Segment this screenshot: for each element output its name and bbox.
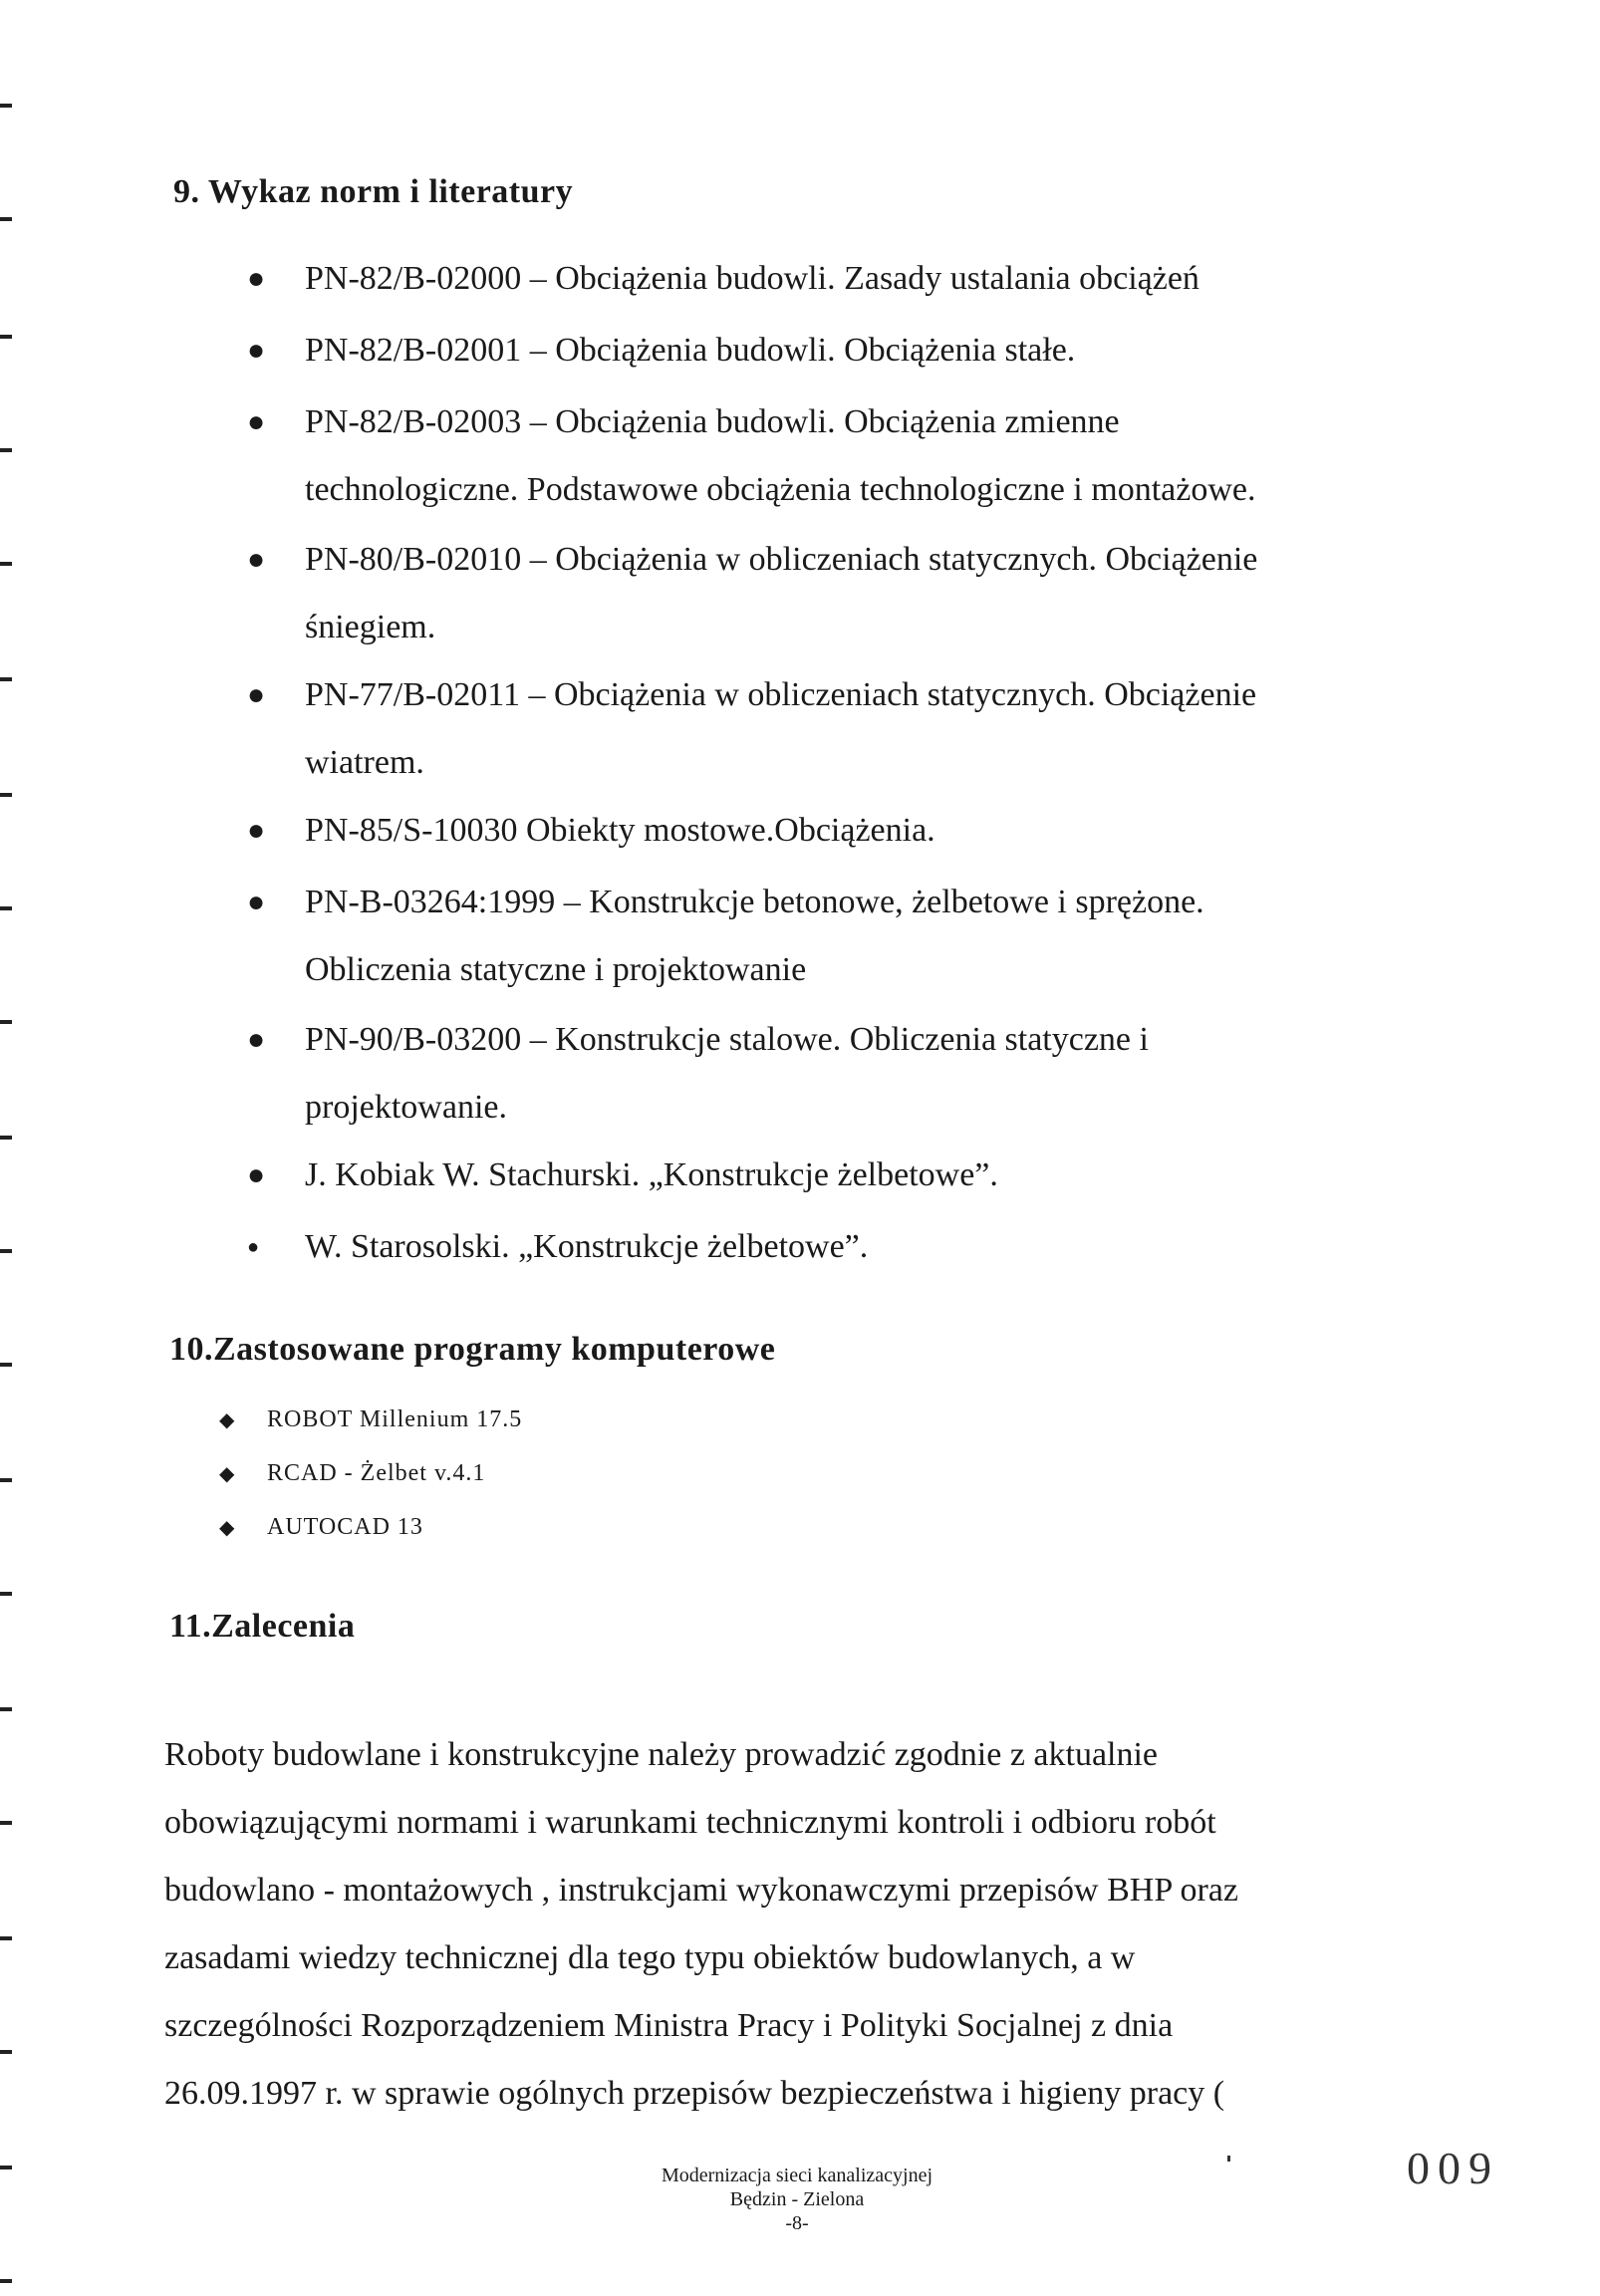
diamond-bullet-icon: ◆ xyxy=(219,1409,236,1431)
page-stamp-number: 009 xyxy=(1407,2143,1499,2193)
diamond-bullet-icon: ◆ xyxy=(219,1517,236,1539)
recommendations-paragraph: Roboty budowlane i konstrukcyjne należy prowadzić zgodnie z aktualnie obowiązującymi normami i warunkami technicznymi kontroli i odbioru robót budowlano - montażowych , instrukcjami wykonawczymi przepisów BHP oraz zasadami wiedzy technicznej dla tego typu obiektów budowlanych, a w szczególności Rozporządzeniem Ministra Pracy i Polityki Socjalnej z dnia 26.09.1997 r. w sprawie ogólnych przepisów bezpieczeństwa i higieny pracy ( xyxy=(164,1736,1238,2112)
section-heading-recommendations: 11.Zalecenia xyxy=(169,1608,356,1645)
section-heading-norms: 9. Wykaz norm i literatury xyxy=(173,173,574,210)
footer-location: Będzin - Zielona xyxy=(729,2188,865,2210)
page-number: -8- xyxy=(785,2212,809,2234)
scan-margin-marks xyxy=(0,0,20,2296)
bullet-icon: ● xyxy=(247,334,266,367)
bullet-icon: ● xyxy=(247,886,266,918)
software-item: ◆ ROBOT Millenium 17.5 xyxy=(219,1406,523,1432)
bullet-icon: ● xyxy=(247,678,266,711)
page-footer xyxy=(558,2164,1036,2235)
footer-project: Modernizacja sieci kanalizacyjnej xyxy=(661,2165,933,2186)
bullet-icon: ● xyxy=(247,1023,266,1056)
bullet-icon: ● xyxy=(247,1158,266,1191)
section-heading-software: 10.Zastosowane programy komputerowe xyxy=(169,1331,776,1368)
scan-dot xyxy=(1227,2156,1230,2162)
bullet-icon: ● xyxy=(247,543,266,576)
software-item: ◆ AUTOCAD 13 xyxy=(219,1514,423,1540)
bullet-icon: ● xyxy=(247,814,266,847)
bullet-icon: ● xyxy=(247,1236,260,1258)
document-page: 9. Wykaz norm i literatury ● PN-82/B-02000 – Obciążenia budowli. Zasady ustalania obciążeń ● PN-82/B-02001 – Obciążenia budowli. Obciążenia stałe. ● PN-82/B-02003 – Obciążenia budowli. Obciążenia zmienne technologiczne. Podstawowe obciążenia technologiczne i montażowe. ● PN-80/B-02010 – Obciążenia w obliczeniach statycznych. Obciążenie śniegiem. ● PN-77/B-02011 – Obciążenia w obliczeniach statycznych. Obciążenie wiatrem. ● PN-85/S-10030 Obiekty mostowe.Obciążenia. ● PN-B-03264:1999 – Konstrukcje betonowe, żelbetowe i sprężone. Obliczenia statyczne i projektowanie ● PN-90/B-03200 – Konstrukcje stalowe. Obliczenia statyczne i projektowanie. ● J. Kobiak W. Stachurski. „Konstrukcje żelbetowe”. ● W. Starosolski. „Konstrukcje żelbetowe”. 10.Zastosowane programy komputerowe ◆ ROBOT Millenium 17.5 ◆ RCAD - Żelbet v.4.1 ◆ AUTOCAD 13 11.Zalecenia Roboty budowlane i konstrukcyjne należy prowadzić zgodnie z aktualnie obowiązującymi normami i warunkami technicznymi kontroli i odbioru robót budowlano - montażowych , instrukcjami wykonawczymi przepisów BHP oraz zasadami wiedzy technicznej dla tego typu obiektów budowlanych, a w szczególności Rozporządzeniem Ministra Pracy i Polityki Socjalnej z dnia 26.09.1997 r. w sprawie ogólnych przepisów bezpieczeństwa i higieny pracy ( Modernizacja sieci kanalizacyjnej Będzin - Zielona -8- 009 xyxy=(0,0,1600,2296)
software-item: ◆ RCAD - Żelbet v.4.1 xyxy=(219,1460,486,1486)
diamond-bullet-icon: ◆ xyxy=(219,1463,236,1485)
bullet-icon: ● xyxy=(247,262,266,295)
bullet-icon: ● xyxy=(247,405,266,438)
